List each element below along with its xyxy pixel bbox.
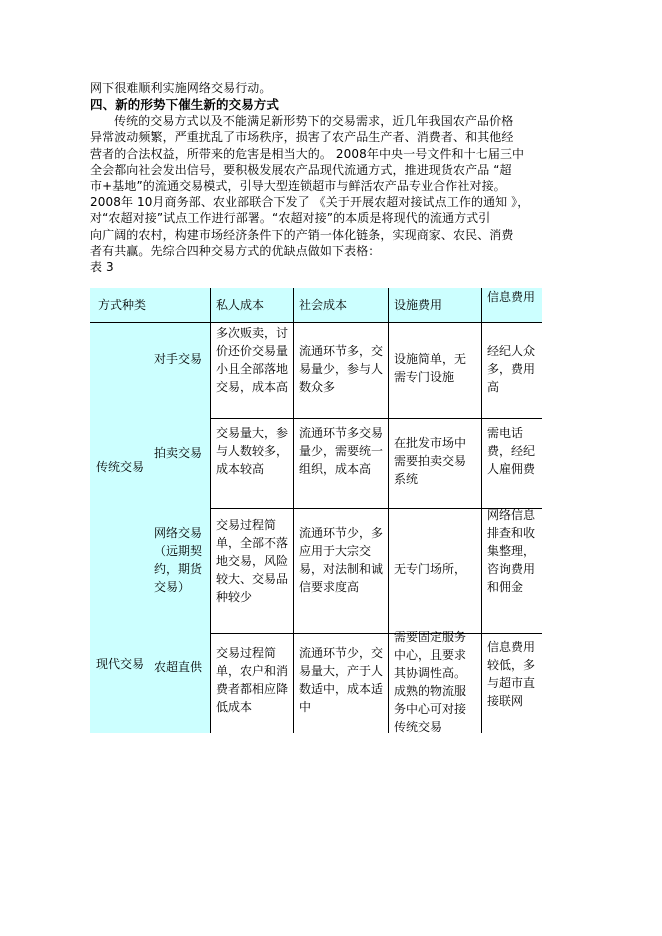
intro-line: 网下很难顺利实施网络交易行动。 xyxy=(90,81,272,95)
info-cost-cell: 经纪人众多，费用高 xyxy=(487,344,536,394)
column-rule xyxy=(293,288,294,733)
column-rule xyxy=(388,288,389,733)
facility-cost-cell: 需要固定服务中心，且要求其协调性高。成熟的物流服务中心可对接传统交易 xyxy=(394,630,467,734)
body-line: 对“农超对接”试点工作进行部署。“农超对接”的本质是将现代的流通方式引 xyxy=(90,211,491,226)
header-facility-cost: 设施费用 xyxy=(394,298,443,312)
row-rule xyxy=(210,633,542,634)
document-text xyxy=(90,80,560,275)
private-cost-cell: 多次贩卖，讨价还价交易量小且全部落地交易，成本高 xyxy=(216,326,289,394)
header-method: 方式种类 xyxy=(98,298,147,312)
header-private-cost: 私人成本 xyxy=(216,298,265,312)
table-caption: 表 3 xyxy=(90,260,114,275)
private-cost-cell: 交易过程简单，农户和消费者都相应降低成本 xyxy=(216,646,289,714)
column-rule xyxy=(481,288,482,733)
comparison-table xyxy=(90,288,542,733)
row-type: 拍卖交易 xyxy=(154,446,203,460)
body-line: 市+基地”的流通交易模式，引导大型连锁超市与鲜活农产品专业合作社对接。 xyxy=(90,179,506,194)
header-info-cost: 信息费用 xyxy=(487,290,536,304)
group-traditional: 传统交易 xyxy=(96,460,145,474)
body-line: 向广阔的农村，构建市场经济条件下的产销一体化链条，实现商家、农民、消费 xyxy=(90,227,514,242)
column-rule xyxy=(210,288,211,733)
group-cell-modern xyxy=(90,633,210,733)
social-cost-cell: 流通环节多交易量少，需要统一组织，成本高 xyxy=(299,426,384,476)
section-heading: 四、新的形势下催生新的交易方式 xyxy=(90,97,280,113)
social-cost-cell: 流通环节少，多应用于大宗交易，对法制和诚信要求度高 xyxy=(299,526,384,594)
body-line: 传统的交易方式以及不能满足新形势下的交易需求，近几年我国农产品价格 xyxy=(114,114,514,129)
row-type: 网络交易（远期契约，期货交易） xyxy=(154,526,203,594)
private-cost-cell: 交易过程简单，全部不落地交易，风险较大、交易品种较少 xyxy=(216,518,289,604)
body-line: 2008年 10月商务部、农业部联合下发了 《关于开展农超对接试点工作的通知 》， xyxy=(90,195,530,210)
facility-cost-cell: 设施简单，无需专门设施 xyxy=(394,352,467,384)
info-cost-cell: 信息费用较低，多与超市直接联网 xyxy=(487,640,536,708)
facility-cost-cell: 无专门场所， xyxy=(394,562,467,576)
row-type: 对手交易 xyxy=(154,352,203,366)
info-cost-cell: 网络信息排查和收集整理，咨询费用和佣金 xyxy=(487,508,536,594)
body-line: 营者的合法权益，所带来的危害是相当大的。 2008年中央一号文件和十七届三中 xyxy=(90,146,525,161)
header-rule xyxy=(90,322,542,323)
row-rule xyxy=(210,418,542,419)
row-type: 农超直供 xyxy=(154,660,203,674)
body-line: 者有共赢。先综合四种交易方式的优缺点做如下表格： xyxy=(90,243,381,258)
group-cell-traditional xyxy=(90,322,148,633)
body-line: 全会都向社会发出信号，要积极发展农产品现代流通方式，推进现货农产品 “超 xyxy=(90,162,512,177)
info-cost-cell: 需电话费，经纪人雇佣费 xyxy=(487,426,536,476)
facility-cost-cell: 在批发市场中需要拍卖交易系统 xyxy=(394,436,467,486)
body-line: 异常波动频繁，严重扰乱了市场秩序，损害了农产品生产者、消费者、和其他经 xyxy=(90,130,514,145)
social-cost-cell: 流通环节多，交易量少，参与人数众多 xyxy=(299,344,384,394)
group-modern: 现代交易 xyxy=(96,657,145,671)
header-social-cost: 社会成本 xyxy=(299,298,348,312)
private-cost-cell: 交易量大，参与人数较多，成本较高 xyxy=(216,426,289,476)
social-cost-cell: 流通环节少，交易量大，产于人数适中，成本适中 xyxy=(299,646,384,714)
